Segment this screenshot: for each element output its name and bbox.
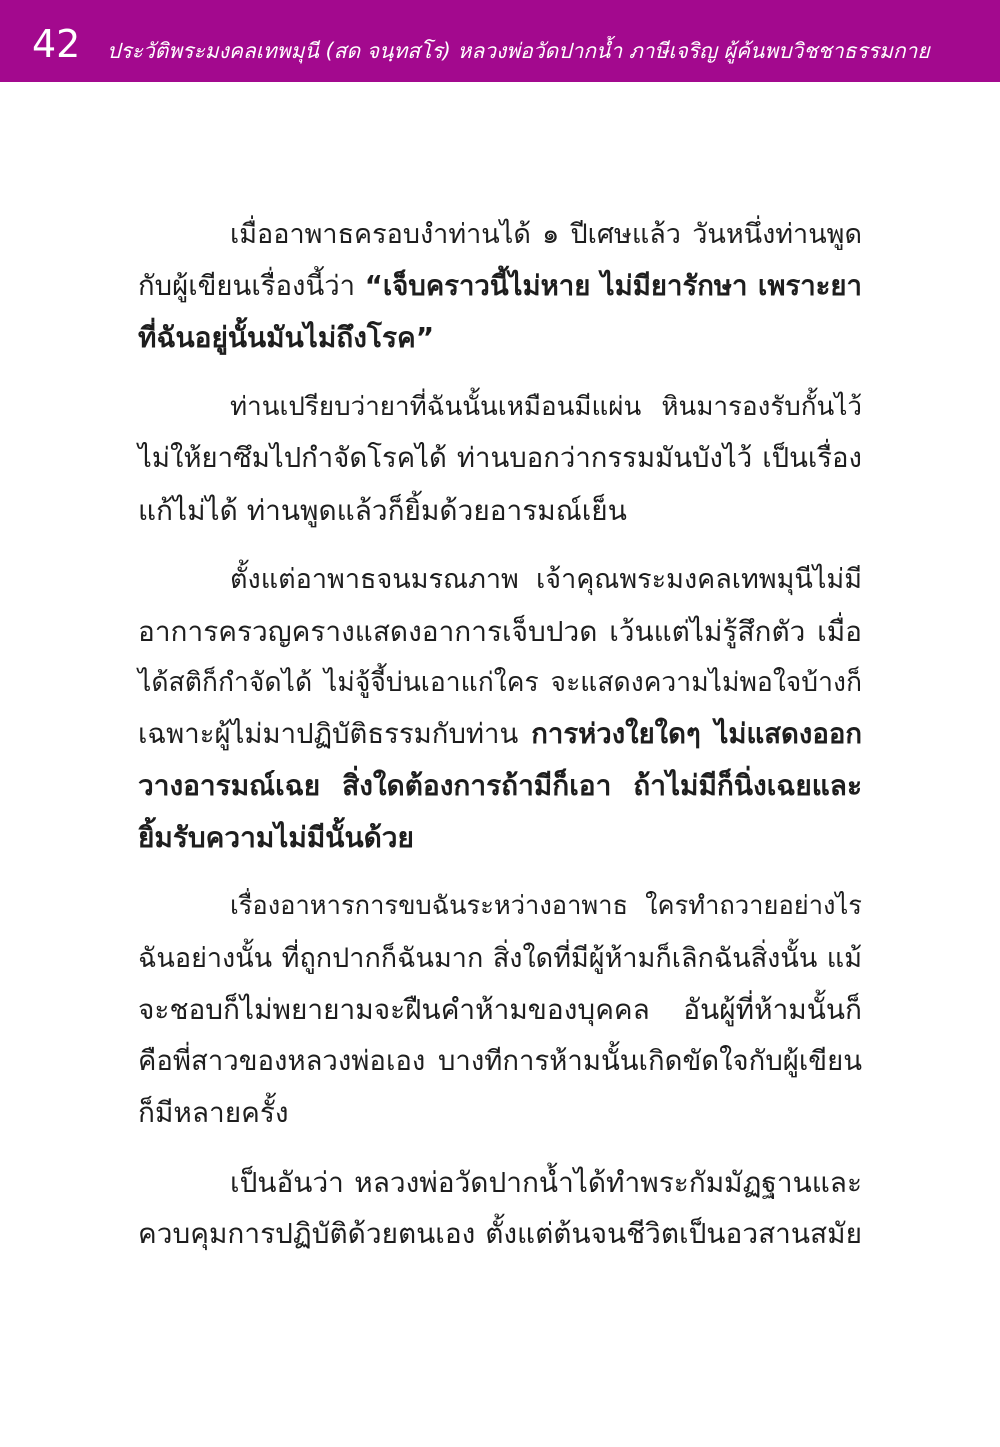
text-line (138, 1208, 862, 1260)
text-segment: แก้ไม่ได้ ท่านพูดแล้วก็ยิ้มด้วยอารมณ์เย็น (138, 493, 627, 527)
text-line (138, 261, 862, 313)
text-segment: ไม่ให้ยาซึมไปกำจัดโรคได้ ท่านบอกว่ากรรมมันบังไว้ เป็นเรื่อง (138, 442, 862, 474)
text-line (138, 812, 862, 864)
bold-text-segment: วางอารมณ์เฉย สิ่งใดต้องการถ้ามีก็เอา ถ้าไม่มีก็นิ่งเฉยและ (138, 769, 862, 802)
text-line (138, 657, 862, 709)
text-line (138, 209, 862, 261)
text-line (138, 1087, 862, 1139)
paragraph (138, 881, 862, 1139)
text-line (138, 554, 862, 606)
text-line (138, 709, 862, 761)
text-segment: เมื่ออาพาธครอบงำท่านได้ ๑ ปีเศษแล้ว วันหนึ่งท่านพูด (230, 219, 862, 250)
paragraph (138, 209, 862, 364)
text-line (138, 760, 862, 812)
text-segment: ควบคุมการปฏิบัติด้วยตนเอง ตั้งแต่ต้นจนชีวิตเป็นอวสานสมัย (138, 1217, 862, 1250)
text-line (138, 485, 862, 537)
text-line (138, 933, 862, 985)
body-text (138, 209, 862, 1260)
text-segment: จะชอบก็ไม่พยายามจะฝืนคำห้ามของบุคคล อันผู้ที่ห้ามนั้นก็ (138, 993, 862, 1026)
text-segment: กับผู้เขียนเรื่องนี้ว่า (138, 269, 365, 302)
text-segment: ก็มีหลายครั้ง (138, 1096, 289, 1129)
bold-quote-segment: “เจ็บคราวนี้ไม่หาย ไม่มียารักษา เพราะยา (364, 269, 862, 302)
running-title: ประวัติพระมงคลเทพมุนี (สด จนฺทสโร) หลวงพ่อวัดปากน้ำ ภาษีเจริญ ผู้ค้นพบวิชชาธรรมกาย (107, 39, 930, 63)
text-segment: อาการครวญครางแสดงอาการเจ็บปวด เว้นแต่ไม่รู้สึกตัว เมื่อ (138, 614, 862, 648)
text-line (138, 312, 862, 364)
text-segment: ได้สติก็กำจัดได้ ไม่จู้จี้บ่นเอาแก่ใคร จะแสดงความไม่พอใจบ้างก็ (138, 667, 862, 698)
text-segment: ฉันอย่างนั้น ที่ถูกปากก็ฉันมาก สิ่งใดที่มีผู้ห้ามก็เลิกฉันสิ่งนั้น แม้ (138, 942, 862, 974)
bold-text-segment: ยิ้มรับความไม่มีนั้นด้วย (138, 820, 414, 854)
text-segment: คือพี่สาวของหลวงพ่อเอง บางทีการห้ามนั้นเกิดขัดใจกับผู้เขียน (138, 1044, 862, 1077)
paragraph (138, 1157, 862, 1260)
text-segment: ตั้งแต่อาพาธจนมรณภาพ เจ้าคุณพระมงคลเทพมุนีไม่มี (230, 564, 862, 595)
text-segment: เรื่องอาหารการขบฉันระหว่างอาพาธ ใครทำถวายอย่างไร (230, 891, 862, 921)
header-bar (0, 0, 1000, 82)
text-segment: เฉพาะผู้ไม่มาปฏิบัติธรรมกับท่าน (138, 717, 532, 750)
text-line (138, 606, 862, 658)
text-line (138, 1157, 862, 1209)
paragraph (138, 382, 862, 537)
bold-quote-segment: ที่ฉันอยู่นั้นมันไม่ถึงโรค” (138, 321, 435, 354)
text-line (138, 984, 862, 1036)
text-line (138, 881, 862, 933)
paragraph (138, 554, 862, 863)
text-line (138, 1036, 862, 1088)
text-line (138, 382, 862, 434)
bold-text-segment: การห่วงใยใดๆ ไม่แสดงออก (531, 717, 863, 750)
text-segment: เป็นอันว่า หลวงพ่อวัดปากน้ำได้ทำพระกัมมัฏฐานและ (230, 1165, 862, 1199)
text-line (138, 433, 862, 485)
page-number: 42 (32, 22, 81, 66)
text-segment: ท่านเปรียบว่ายาที่ฉันนั้นเหมือนมีแผ่น หินมารองรับกั้นไว้ (230, 391, 862, 422)
